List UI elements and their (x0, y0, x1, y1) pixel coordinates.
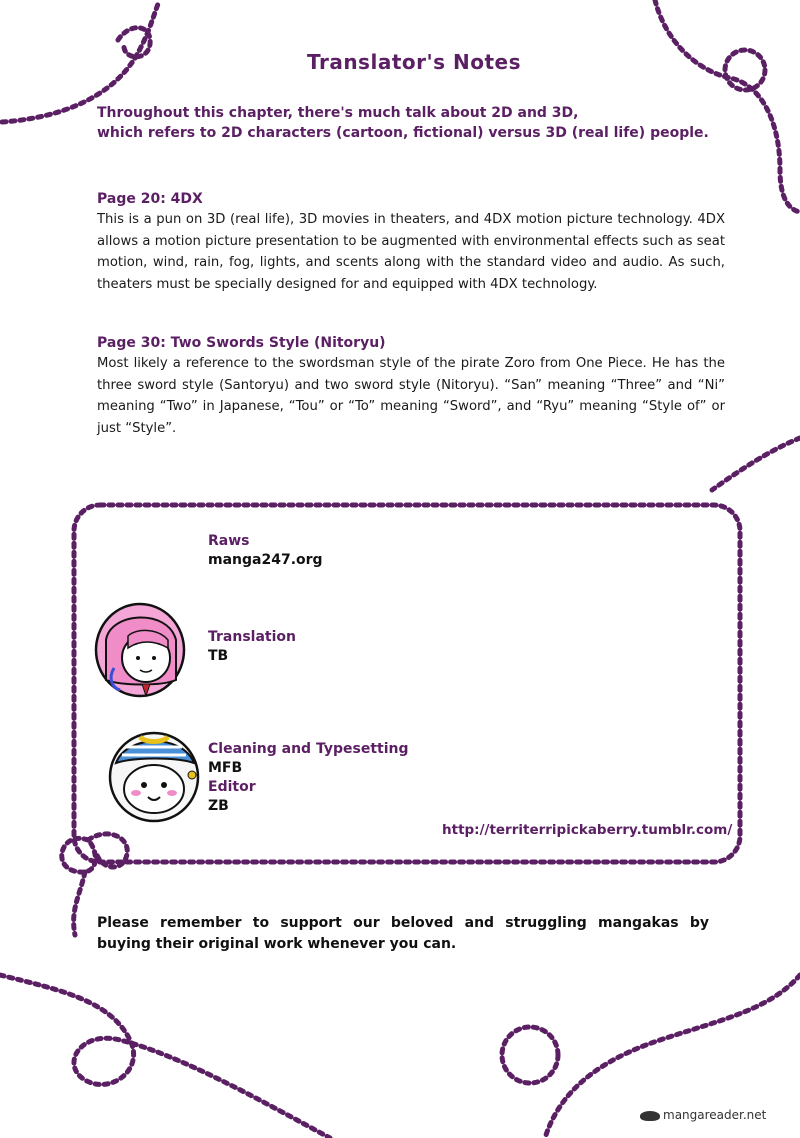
credit-cleaning-editor (208, 740, 408, 816)
credit-name: TB (208, 648, 229, 664)
pink-haired-character-avatar-icon (92, 600, 188, 700)
note-heading: Page 20: 4DX (97, 191, 203, 207)
credit-name: manga247.org (208, 552, 323, 568)
credit-role: Raws (208, 533, 250, 549)
closing-message: Please remember to support our beloved and struggling mangakas by buying their original work whenever you can. (97, 915, 709, 952)
credit-name: MFB (208, 760, 243, 776)
note-body: This is a pun on 3D (real life), 3D movies in theaters, and 4DX motion picture technology. 4DX allows a motion picture presentation to be augmented with environmental effects such as seat motion, wind, rain, fog, lights, and scents along with the standard video and audio. As such, theaters must be specially designed for and equipped with 4DX technology. (97, 212, 725, 292)
credit-raws (208, 532, 323, 570)
mangareader-logo-icon (640, 1111, 660, 1121)
credit-translation (208, 628, 296, 666)
note-heading: Page 30: Two Swords Style (Nitoryu) (97, 335, 386, 351)
note-page-20 (97, 189, 725, 295)
credit-role: Editor (208, 779, 256, 795)
intro-line-1: Throughout this chapter, there's much talk about 2D and 3D, (97, 105, 579, 121)
intro-text (97, 103, 717, 143)
page-title: Translator's Notes (307, 50, 521, 74)
note-page-30 (97, 333, 725, 439)
note-body: Most likely a reference to the swordsman style of the pirate Zoro from One Piece. He has the three sword style (Santoryu) and two sword style (Nitoryu). “San” meaning “Three” and “Ni” meaning “Two” in Japanese, “Tou” or “To” meaning “Sword”, and “Ryu” meaning “Style of” or just “Style”. (97, 356, 725, 436)
watermark-text: mangareader.net (663, 1108, 767, 1122)
credit-name: ZB (208, 798, 229, 814)
credit-role: Translation (208, 629, 296, 645)
watermark (640, 1108, 766, 1122)
turban-character-avatar-icon (106, 727, 202, 823)
intro-line-2: which refers to 2D characters (cartoon, fictional) versus 3D (real life) people. (97, 125, 709, 141)
credit-role: Cleaning and Typesetting (208, 741, 409, 757)
scanlator-url-link[interactable]: http://territerripickaberry.tumblr.com/ (442, 822, 733, 838)
